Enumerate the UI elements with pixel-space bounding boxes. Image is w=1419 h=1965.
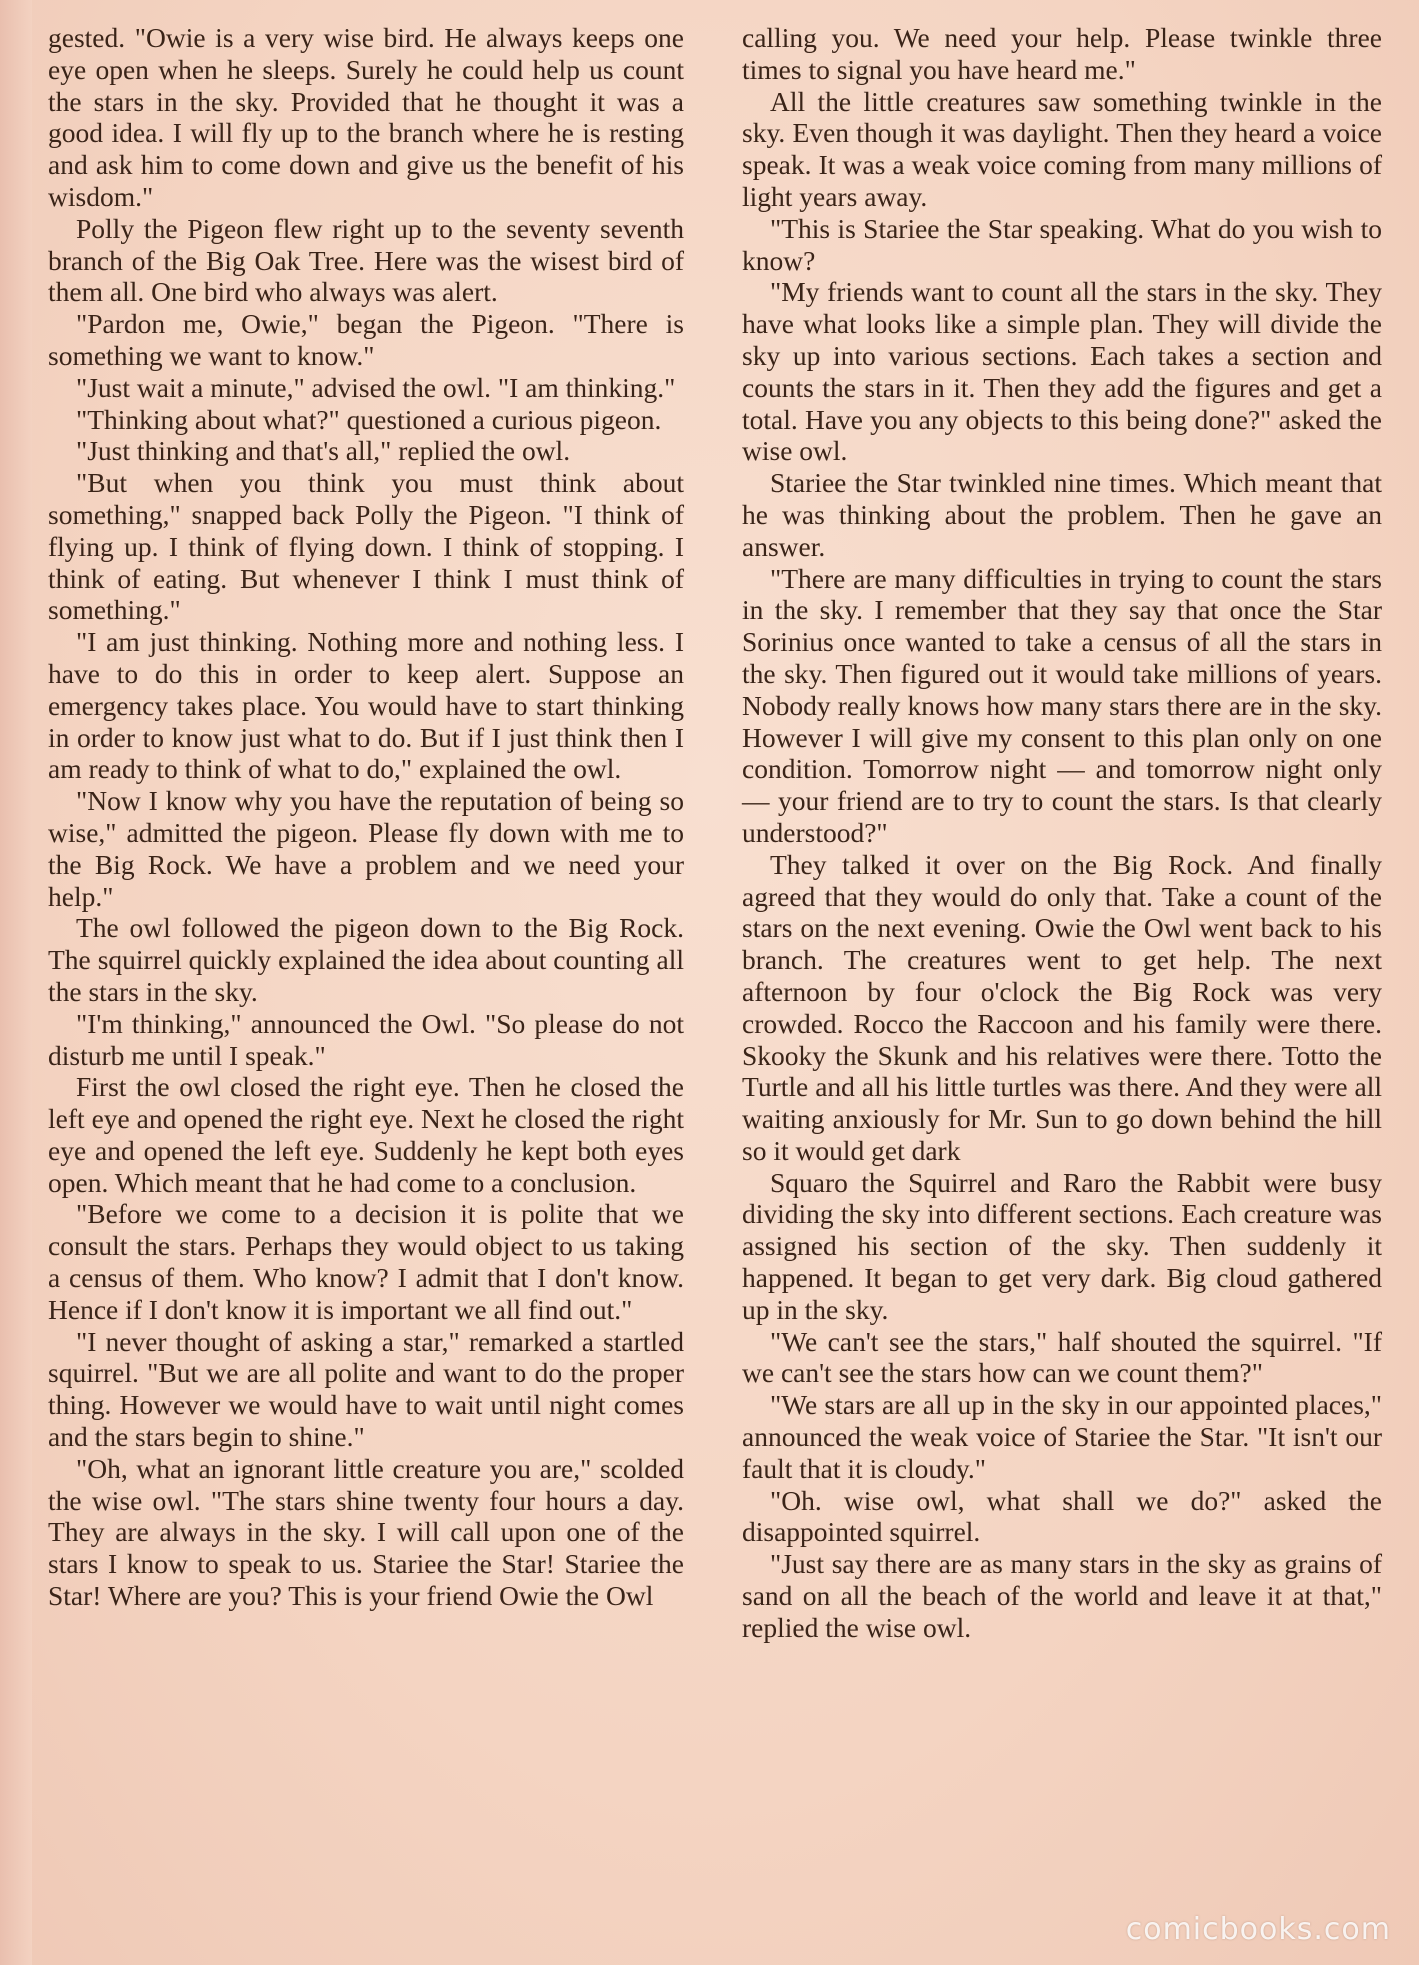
paragraph: "Just thinking and that's all," replied the owl. — [76, 435, 571, 467]
paragraph: They talked it over on the Big Rock. And finally agreed that they would do only that. Take a count of the stars on the next evening. Owie the Owl went back to his branch. The creatures went to get help. The next afternoon by four o'clock the Big Rock was very crowded. Rocco the Raccoon and his family were there. Skooky the Skunk and his relatives were there. Totto the Turtle and all his little turtles was there. And they were all waiting anxiously for Mr. Sun to go down behind the hill so it would get dark — [742, 848, 1382, 1166]
paragraph: "I never thought of asking a star," remarked a startled squirrel. "But we are all polite and want to do the proper thing. However we would have to wait until night comes and the stars begin to shine." — [48, 1325, 684, 1453]
paragraph: Polly the Pigeon flew right up to the seventy seventh branch of the Big Oak Tree. Here was the wisest bird of them all. One bird who always was alert. — [48, 212, 684, 308]
paragraph: "There are many difficulties in trying to count the stars in the sky. I remember that they say that once the Star Sorinius once wanted to take a census of all the stars in the sky. Then figured out it would take millions of years. Nobody really knows how many stars there are in the sky. However I will give my consent to this plan only on one condition. Tomorrow night — and tomorrow night only — your friend are to try to count the stars. Is that clearly understood?" — [742, 562, 1382, 848]
paragraph: "My friends want to count all the stars in the sky. They have what looks like a simple plan. They will divide the sky up into various sections. Each takes a section and counts the stars in it. Then they add the figures and get a total. Have you any objects to this being done?" asked the wise owl. — [742, 276, 1382, 467]
paragraph: Stariee the Star twinkled nine times. Which meant that he was thinking about the problem. Then he gave an answer. — [742, 467, 1382, 562]
paragraph: gested. "Owie is a very wise bird. He always keeps one eye open when he sleeps. Surely he could help us count the stars in the sky. Provided that he thought it was a good idea. I will fly up to the branch where he is resting and ask him to come down and give us the benefit of his wisdom." — [48, 22, 684, 212]
paragraph: "We stars are all up in the sky in our appointed places," announced the weak voice of Stariee the Star. "It isn't our fault that it is cloudy." — [742, 1389, 1382, 1484]
paragraph: All the little creatures saw something twinkle in the sky. Even though it was daylight. Then they heard a voice speak. It was a weak voice coming from many millions of light years away. — [742, 85, 1382, 212]
paragraph: "We can't see the stars," half shouted the squirrel. "If we can't see the stars how can we count them?" — [742, 1325, 1382, 1389]
paragraph: "Just wait a minute," advised the owl. "I am thinking." — [76, 371, 676, 403]
paragraph: "Oh. wise owl, what shall we do?" asked the disappointed squirrel. — [742, 1484, 1382, 1548]
paragraph: "Thinking about what?" questioned a curious pigeon. — [76, 403, 662, 435]
left-text-column — [48, 22, 684, 1612]
paragraph: calling you. We need your help. Please twinkle three times to signal you have heard me." — [742, 22, 1382, 85]
paragraph: "But when you think you must think about something," snapped back Polly the Pigeon. "I think of flying up. I think of flying down. I think of stopping. I think of eating. But whenever I think I must think of something." — [48, 467, 684, 626]
paragraph: Squaro the Squirrel and Raro the Rabbit were busy dividing the sky into different sections. Each creature was assigned his section of the sky. Then suddenly it happened. It began to get very dark. Big cloud gathered up in the sky. — [742, 1166, 1382, 1325]
paragraph: "Pardon me, Owie," began the Pigeon. "There is something we want to know." — [48, 308, 684, 371]
right-text-column — [742, 22, 1382, 1644]
paragraph: "Before we come to a decision it is polite that we consult the stars. Perhaps they would object to us taking a census of them. Who know? I admit that I don't know. Hence if I don't know it is important we all find out." — [48, 1198, 684, 1325]
paragraph: "This is Stariee the Star speaking. What do you wish to know? — [742, 212, 1382, 276]
paragraph: First the owl closed the right eye. Then he closed the left eye and opened the right eye. Next he closed the right eye and opened the left eye. Suddenly he kept both eyes open. Which meant that he had come to a conclusion. — [48, 1071, 684, 1198]
paragraph: "Oh, what an ignorant little creature you are," scolded the wise owl. "The stars shine twenty four hours a day. They are always in the sky. I will call upon one of the stars I know to speak to us. Stariee the Star! Stariee the Star! Where are you? This is your friend Owie the Owl — [48, 1452, 684, 1612]
paragraph: "Just say there are as many stars in the sky as grains of sand on all the beach of the world and leave it at that," replied the wise owl. — [742, 1548, 1382, 1643]
site-watermark: comicbooks.com — [1125, 1912, 1391, 1947]
page-binding-edge — [0, 0, 32, 1965]
paragraph: "I'm thinking," announced the Owl. "So please do not disturb me until I speak." — [48, 1007, 684, 1071]
paragraph: "I am just thinking. Nothing more and nothing less. I have to do this in order to keep alert. Suppose an emergency takes place. You would have to start thinking in order to know just what to do. But if I just think then I am ready to think of what to do," explained the owl. — [48, 626, 684, 785]
paragraph: "Now I know why you have the reputation of being so wise," admitted the pigeon. Please fly down with me to the Big Rock. We have a problem and we need your help." — [48, 785, 684, 912]
paragraph: The owl followed the pigeon down to the Big Rock. The squirrel quickly explained the idea about counting all the stars in the sky. — [48, 912, 684, 1007]
